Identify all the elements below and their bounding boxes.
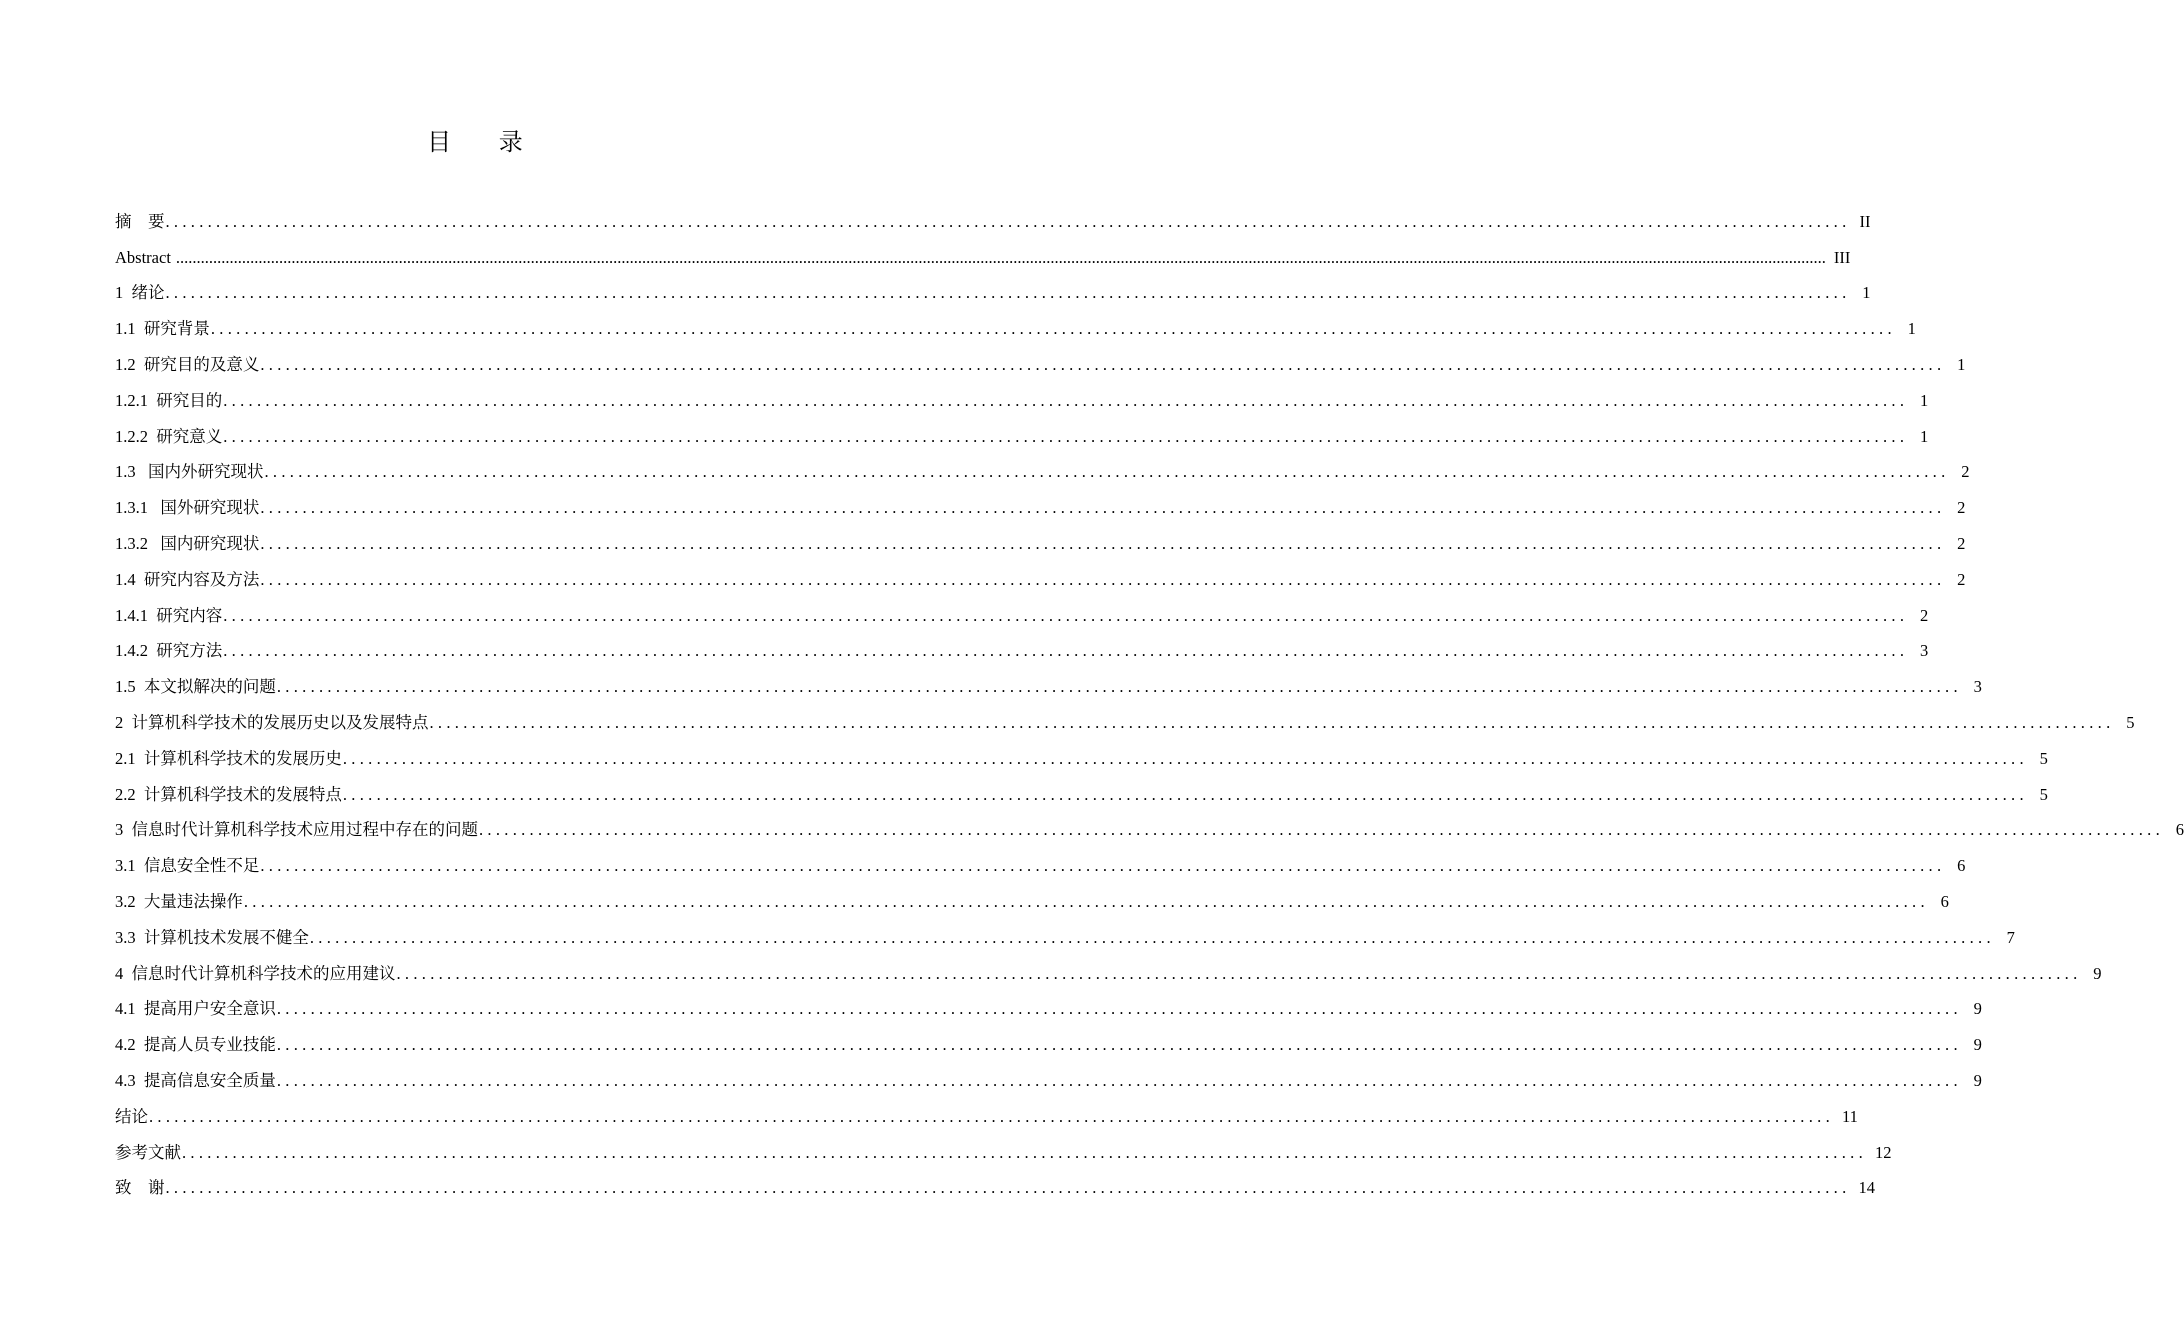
toc-entry[interactable] [115, 840, 1966, 876]
toc-entry-page-number: 6 [1940, 891, 1949, 911]
toc-entry-label: 1.4.2 研究方法 [115, 641, 223, 661]
dot-leader: ........................................................................................................................................................................................................ [210, 319, 1896, 339]
toc-entry[interactable] [115, 1163, 1875, 1199]
dot-leader: ........................................................................................................................................................................................................ [276, 1070, 1962, 1090]
toc-entry-label: 结论 [115, 1106, 148, 1126]
dot-leader: ........................................................................................................................................................................................................ [264, 462, 1950, 482]
toc-entry-page-number: 2 [1957, 569, 1966, 589]
dot-leader: ................................................................................................................................................................................................................................................................................................................................................................................................................ [175, 247, 1826, 267]
toc-entry[interactable] [115, 1055, 1982, 1091]
toc-entry-page-number: 2 [1957, 498, 1966, 518]
dot-leader: ........................................................................................................................................................................................................ [260, 354, 1946, 374]
toc-entry-page-number: 2 [1957, 533, 1966, 553]
toc-entry-label: 1.4.1 研究内容 [115, 605, 223, 625]
toc-entry-page-number: 3 [1920, 641, 1929, 661]
toc-entry-page-number: 6 [2175, 820, 2184, 840]
toc-entry[interactable] [115, 948, 2102, 984]
toc-entry-page-number: 1 [1957, 354, 1966, 374]
toc-entry[interactable] [115, 590, 1929, 626]
toc-entry[interactable] [115, 339, 1966, 375]
toc-entry[interactable] [115, 733, 2048, 769]
dot-leader: ........................................................................................................................................................................................................ [479, 820, 2164, 840]
dot-leader: ........................................................................................................................................................................................................ [396, 963, 2082, 983]
dot-leader: ........................................................................................................................................................................................................ [260, 569, 1946, 589]
toc-entry-page-number: 2 [1920, 605, 1929, 625]
dot-leader: ........................................................................................................................................................................................................ [342, 784, 2028, 804]
toc-entry[interactable] [115, 518, 1966, 554]
toc-entry-label: 3 信息时代计算机科学技术应用过程中存在的问题 [115, 820, 478, 840]
toc-entry-page-number: 9 [1973, 999, 1982, 1019]
toc-entry-page-number: 2 [1961, 462, 1970, 482]
dot-leader: ........................................................................................................................................................................................................ [149, 1106, 1834, 1126]
toc-entry[interactable] [115, 912, 2015, 948]
toc-entry[interactable] [115, 769, 2048, 805]
dot-leader: ........................................................................................................................................................................................................ [276, 677, 1962, 697]
toc-entry-label: 4 信息时代计算机科学技术的应用建议 [115, 963, 396, 983]
dot-leader: ........................................................................................................................................................................................................ [260, 498, 1946, 518]
toc-entry[interactable] [115, 876, 1949, 912]
toc-entry-label: 4.1 提高用户安全意识 [115, 999, 276, 1019]
dot-leader: ........................................................................................................................................................................................................ [223, 605, 1909, 625]
toc-entry-page-number: 6 [1957, 856, 1966, 876]
toc-entry[interactable] [115, 1019, 1982, 1055]
toc-entry-page-number: 9 [1973, 1070, 1982, 1090]
toc-entry-label: 1.2.2 研究意义 [115, 426, 223, 446]
dot-leader: ........................................................................................................................................................................................................ [429, 712, 2115, 732]
toc-entry-label: 1.2 研究目的及意义 [115, 354, 260, 374]
toc-entry[interactable] [115, 805, 2184, 841]
dot-leader: ........................................................................................................................................................................................................ [165, 211, 1851, 231]
toc-entry-page-number: 1 [1920, 390, 1929, 410]
dot-leader: ........................................................................................................................................................................................................ [342, 748, 2028, 768]
toc-entry-page-number: 9 [1973, 1035, 1982, 1055]
dot-leader: ........................................................................................................................................................................................................ [276, 999, 1962, 1019]
dot-leader: ........................................................................................................................................................................................................ [165, 283, 1851, 303]
toc-entry[interactable] [115, 411, 1929, 447]
toc-entry-label: Abstract [115, 247, 171, 267]
toc-entry-label: 1.1 研究背景 [115, 319, 210, 339]
toc-entry-page-number: 14 [1858, 1178, 1875, 1198]
toc-entry-page-number: 1 [1907, 319, 1916, 339]
toc-entry[interactable] [115, 196, 1871, 232]
toc-entry-page-number: 11 [1842, 1106, 1858, 1126]
toc-entry-page-number: 3 [1973, 677, 1982, 697]
toc-entry-label: 1.5 本文拟解决的问题 [115, 677, 276, 697]
toc-entry-label: 3.1 信息安全性不足 [115, 856, 260, 876]
toc-entry-page-number: 9 [2093, 963, 2102, 983]
toc-entry-page-number: 5 [2126, 712, 2135, 732]
toc-entry[interactable] [115, 697, 2135, 733]
dot-leader: ........................................................................................................................................................................................................ [223, 390, 1909, 410]
dot-leader: ........................................................................................................................................................................................................ [309, 927, 1995, 947]
toc-title: 目 录 [427, 128, 543, 156]
toc-entry[interactable] [115, 1127, 1892, 1163]
toc-entry-label: 致 谢 [115, 1178, 165, 1198]
toc-entry-label: 参考文献 [115, 1142, 181, 1162]
toc-entry-page-number: 5 [2039, 748, 2048, 768]
toc-entry-page-number: 12 [1875, 1142, 1892, 1162]
toc-entry-page-number: III [1833, 247, 1851, 267]
toc-entry-label: 3.3 计算机技术发展不健全 [115, 927, 309, 947]
toc-entry[interactable] [115, 661, 1982, 697]
toc-entry-page-number: 1 [1920, 426, 1929, 446]
dot-leader: ........................................................................................................................................................................................................ [182, 1142, 1867, 1162]
dot-leader: ........................................................................................................................................................................................................ [276, 1035, 1962, 1055]
toc-entry-label: 1.3.2 国内研究现状 [115, 533, 260, 553]
toc-entry[interactable] [115, 554, 1966, 590]
toc-entry-label: 2.1 计算机科学技术的发展历史 [115, 748, 342, 768]
toc-entry-page-number: 7 [2006, 927, 2015, 947]
toc-entry-label: 4.2 提高人员专业技能 [115, 1035, 276, 1055]
toc-entry[interactable] [115, 447, 1970, 483]
dot-leader: ........................................................................................................................................................................................................ [260, 856, 1946, 876]
dot-leader: ........................................................................................................................................................................................................ [223, 426, 1909, 446]
toc-entry-page-number: 1 [1862, 283, 1871, 303]
dot-leader: ........................................................................................................................................................................................................ [243, 891, 1929, 911]
dot-leader: ........................................................................................................................................................................................................ [165, 1178, 1851, 1198]
toc-entry[interactable] [115, 303, 1916, 339]
toc-list [115, 196, 2184, 1198]
toc-entry-label: 1.3.1 国外研究现状 [115, 498, 260, 518]
toc-entry[interactable] [115, 626, 1929, 662]
toc-entry-label: 2 计算机科学技术的发展历史以及发展特点 [115, 712, 429, 732]
toc-entry[interactable] [115, 1091, 1858, 1127]
toc-entry-label: 1.4 研究内容及方法 [115, 569, 260, 589]
dot-leader: ........................................................................................................................................................................................................ [260, 533, 1946, 553]
toc-entry-label: 1.3 国内外研究现状 [115, 462, 264, 482]
toc-entry-label: 4.3 提高信息安全质量 [115, 1070, 276, 1090]
toc-entry[interactable] [115, 482, 1966, 518]
toc-entry-page-number: 5 [2039, 784, 2048, 804]
toc-entry-label: 1.2.1 研究目的 [115, 390, 223, 410]
toc-entry[interactable] [115, 232, 1851, 268]
toc-entry-label: 1 绪论 [115, 283, 165, 303]
toc-entry-page-number: II [1859, 211, 1871, 231]
toc-entry[interactable] [115, 375, 1929, 411]
toc-entry-label: 3.2 大量违法操作 [115, 891, 243, 911]
toc-entry-label: 摘 要 [115, 211, 165, 231]
toc-entry[interactable] [115, 268, 1871, 304]
toc-entry-label: 2.2 计算机科学技术的发展特点 [115, 784, 342, 804]
dot-leader: ........................................................................................................................................................................................................ [223, 641, 1909, 661]
toc-entry[interactable] [115, 984, 1982, 1020]
